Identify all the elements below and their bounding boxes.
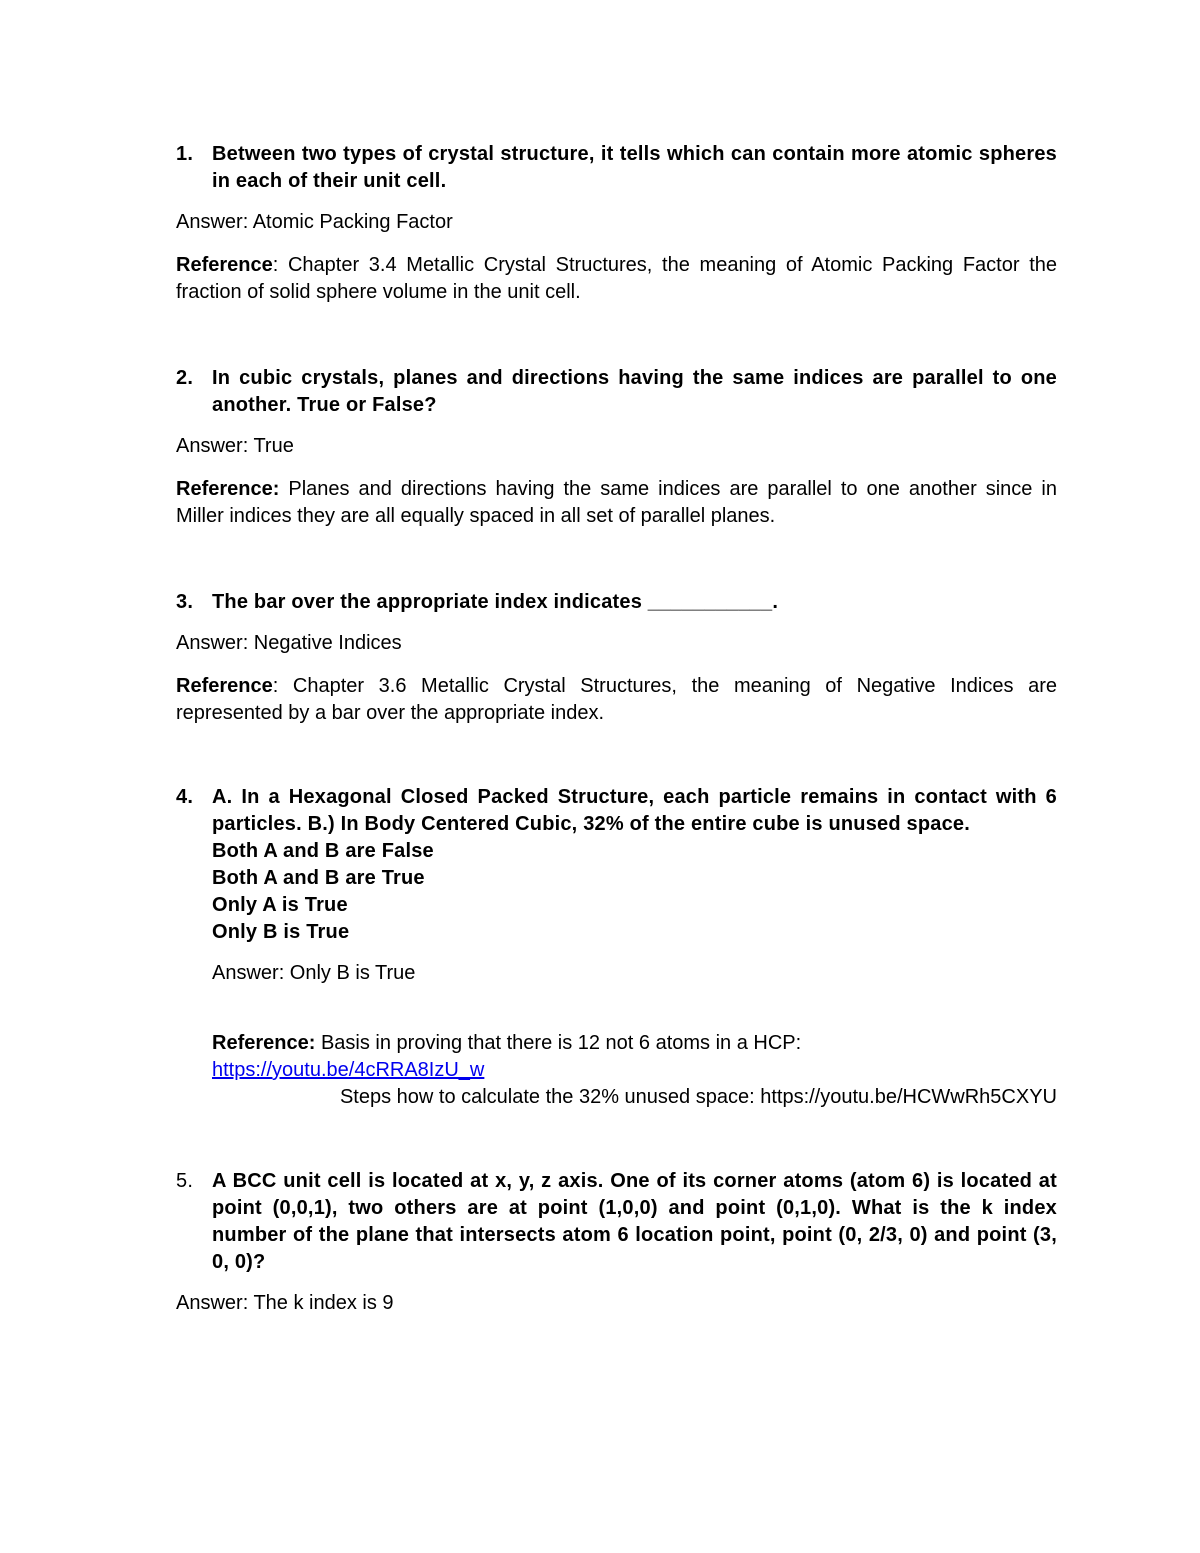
- question-4-reference: [176, 1030, 1057, 1084]
- question-1-answer: Answer: Atomic Packing Factor: [176, 211, 453, 233]
- question-1-text: Between two types of crystal structure, it tells which can contain more atomic spheres in each of their unit cell.: [212, 143, 1057, 192]
- question-1-reference: [176, 252, 1057, 306]
- question-3-number: 3.: [176, 591, 194, 613]
- question-3-text: The bar over the appropriate index indicates ___________.: [212, 591, 779, 613]
- question-2-answer: Answer: True: [176, 435, 294, 457]
- question-3-reference: [176, 673, 1057, 727]
- question-4-text-block: [176, 784, 1057, 838]
- question-4-text: A. In a Hexagonal Closed Packed Structure, each particle remains in contact with 6 particles. B.) In Body Centered Cubic, 32% of the entire cube is unused space.: [212, 786, 1057, 835]
- question-3-reference-label: Reference: [176, 675, 273, 697]
- question-3-reference-text: : Chapter 3.6 Metallic Crystal Structures, the meaning of Negative Indices are represented by a bar over the appropriate index.: [176, 675, 1057, 724]
- question-2-reference-text: Planes and directions having the same indices are parallel to one another since in Miller indices they are all equally spaced in all set of parallel planes.: [176, 478, 1057, 527]
- question-1-text-block: [176, 141, 1057, 195]
- question-4-options: [176, 838, 1057, 946]
- question-5-text-block: [176, 1168, 1057, 1276]
- question-1-reference-label: Reference: [176, 254, 273, 276]
- question-2-text-block: [176, 365, 1057, 419]
- question-2: [176, 365, 1057, 530]
- question-5: [176, 1168, 1057, 1317]
- question-2-number: 2.: [176, 367, 194, 389]
- question-4-option: Both A and B are False: [212, 840, 434, 862]
- question-4: [176, 784, 1057, 1111]
- question-4-option: Only B is True: [212, 921, 350, 943]
- question-5-text: A BCC unit cell is located at x, y, z axis. One of its corner atoms (atom 6) is located at point (0,0,1), two others are at point (1,0,0) and point (0,1,0). What is the k index number of the plane that intersects atom 6 location point, point (0, 2/3, 0) and point (3, 0, 0)?: [212, 1170, 1057, 1273]
- question-1: [176, 141, 1057, 306]
- question-2-reference: [176, 476, 1057, 530]
- question-3-answer: Answer: Negative Indices: [176, 632, 402, 654]
- question-3-text-block: [176, 589, 1057, 616]
- question-4-answer: Answer: Only B is True: [212, 962, 416, 984]
- question-4-number: 4.: [176, 786, 194, 808]
- hcp-video-link[interactable]: https://youtu.be/4cRRA8IzU_w: [212, 1059, 485, 1081]
- question-1-reference-text: : Chapter 3.4 Metallic Crystal Structures, the meaning of Atomic Packing Factor the fraction of solid sphere volume in the unit cell.: [176, 254, 1057, 303]
- question-4-steps: Steps how to calculate the 32% unused space: https://youtu.be/HCWwRh5CXYU: [339, 1086, 1057, 1108]
- question-1-number: 1.: [176, 143, 194, 165]
- question-3: [176, 589, 1057, 727]
- question-2-reference-label: Reference:: [176, 478, 280, 500]
- question-2-text: In cubic crystals, planes and directions having the same indices are parallel to one another. True or False?: [212, 367, 1057, 416]
- question-4-option: Only A is True: [212, 894, 348, 916]
- question-5-number: 5.: [176, 1170, 194, 1192]
- question-4-reference-label: Reference:: [212, 1032, 316, 1054]
- question-5-answer: Answer: The k index is 9: [176, 1292, 394, 1314]
- question-4-reference-text: Basis in proving that there is 12 not 6 atoms in a HCP:: [315, 1032, 802, 1054]
- question-4-option: Both A and B are True: [212, 867, 425, 889]
